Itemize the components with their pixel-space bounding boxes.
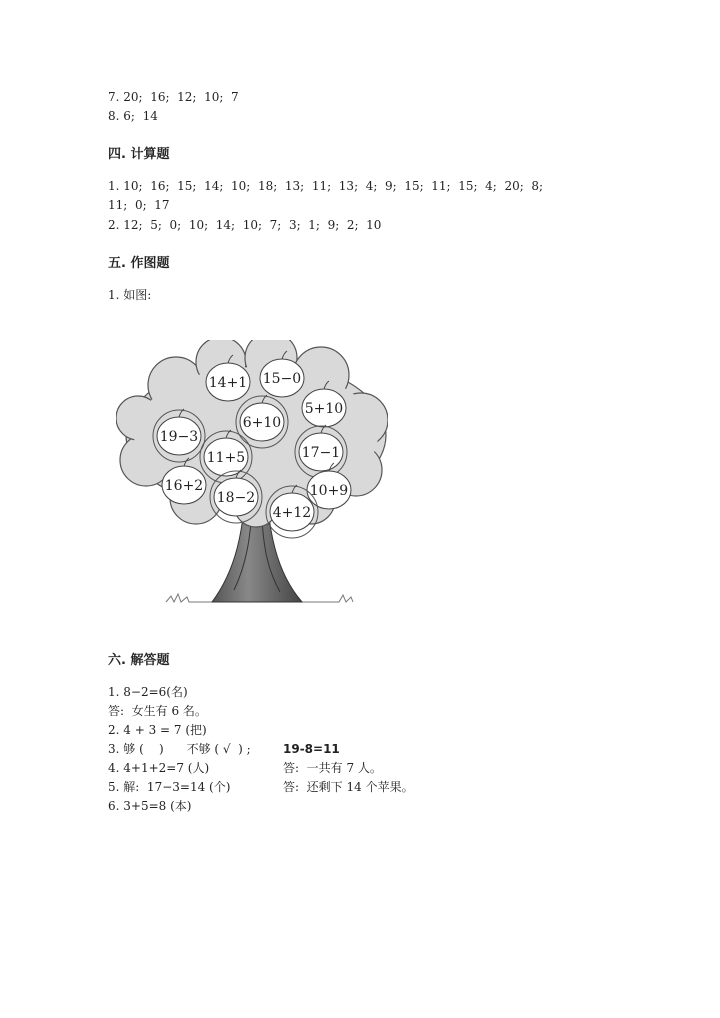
apple-4: [153, 409, 205, 462]
apple-label: 6+10: [242, 415, 282, 431]
apple-11: [266, 485, 318, 538]
section-6-answer-6: 6. 3+5=8 (本): [108, 799, 192, 813]
apple-tree-svg: [116, 340, 388, 610]
section-6-answer-2: 2. 4 + 3 = 7 (把): [108, 723, 207, 737]
apple-tree-figure: [116, 340, 388, 610]
apple-6: [295, 425, 347, 478]
section-6-answer-3-left: 3. 够 ( ) 不够 ( √ ) ;: [108, 742, 251, 756]
apple-label: 15−0: [262, 371, 302, 387]
section-6-answer-5-left: 5. 解: 17−3=14 (个): [108, 780, 231, 794]
answer-line-8: 8. 6; 14: [108, 109, 158, 123]
apple-label: 19−3: [159, 429, 199, 445]
apple-label: 17−1: [301, 445, 341, 461]
apple-label: 11+5: [206, 450, 246, 466]
answer-line-7: 7. 20; 16; 12; 10; 7: [108, 90, 239, 104]
apple-label: 18−2: [216, 490, 256, 506]
section-4-title: 四. 计算题: [108, 147, 170, 162]
section-6-answer-5-right: 答: 还剩下 14 个苹果。: [283, 780, 414, 794]
section-6-answer-3-right: 19-8=11: [283, 742, 340, 756]
section-6-title: 六. 解答题: [108, 653, 170, 668]
section-4-line-1b: 11; 0; 17: [108, 198, 170, 212]
section-6-answer-1-reply: 答: 女生有 6 名。: [108, 704, 207, 718]
section-4-line-2: 2. 12; 5; 0; 10; 14; 10; 7; 3; 1; 9; 2; 10: [108, 218, 382, 232]
section-6-answer-1: 1. 8−2=6(名): [108, 685, 188, 699]
apple-7: [200, 430, 252, 483]
section-4-line-1a: 1. 10; 16; 15; 14; 10; 18; 13; 11; 13; 4; 9; 15; 11; 15; 4; 20; 8;: [108, 179, 544, 193]
section-5-line-1: 1. 如图:: [108, 288, 152, 302]
apple-label: 16+2: [164, 478, 204, 494]
apple-label: 4+12: [272, 505, 312, 521]
section-6-answer-4-right: 答: 一共有 7 人。: [283, 761, 382, 775]
apple-label: 10+9: [309, 483, 349, 499]
section-6-answer-4-left: 4. 4+1+2=7 (人): [108, 761, 210, 775]
section-5-title: 五. 作图题: [108, 256, 170, 271]
apple-label: 5+10: [304, 401, 344, 417]
apple-9: [210, 470, 262, 523]
apple-5: [236, 395, 288, 448]
apple-label: 14+1: [208, 375, 248, 391]
